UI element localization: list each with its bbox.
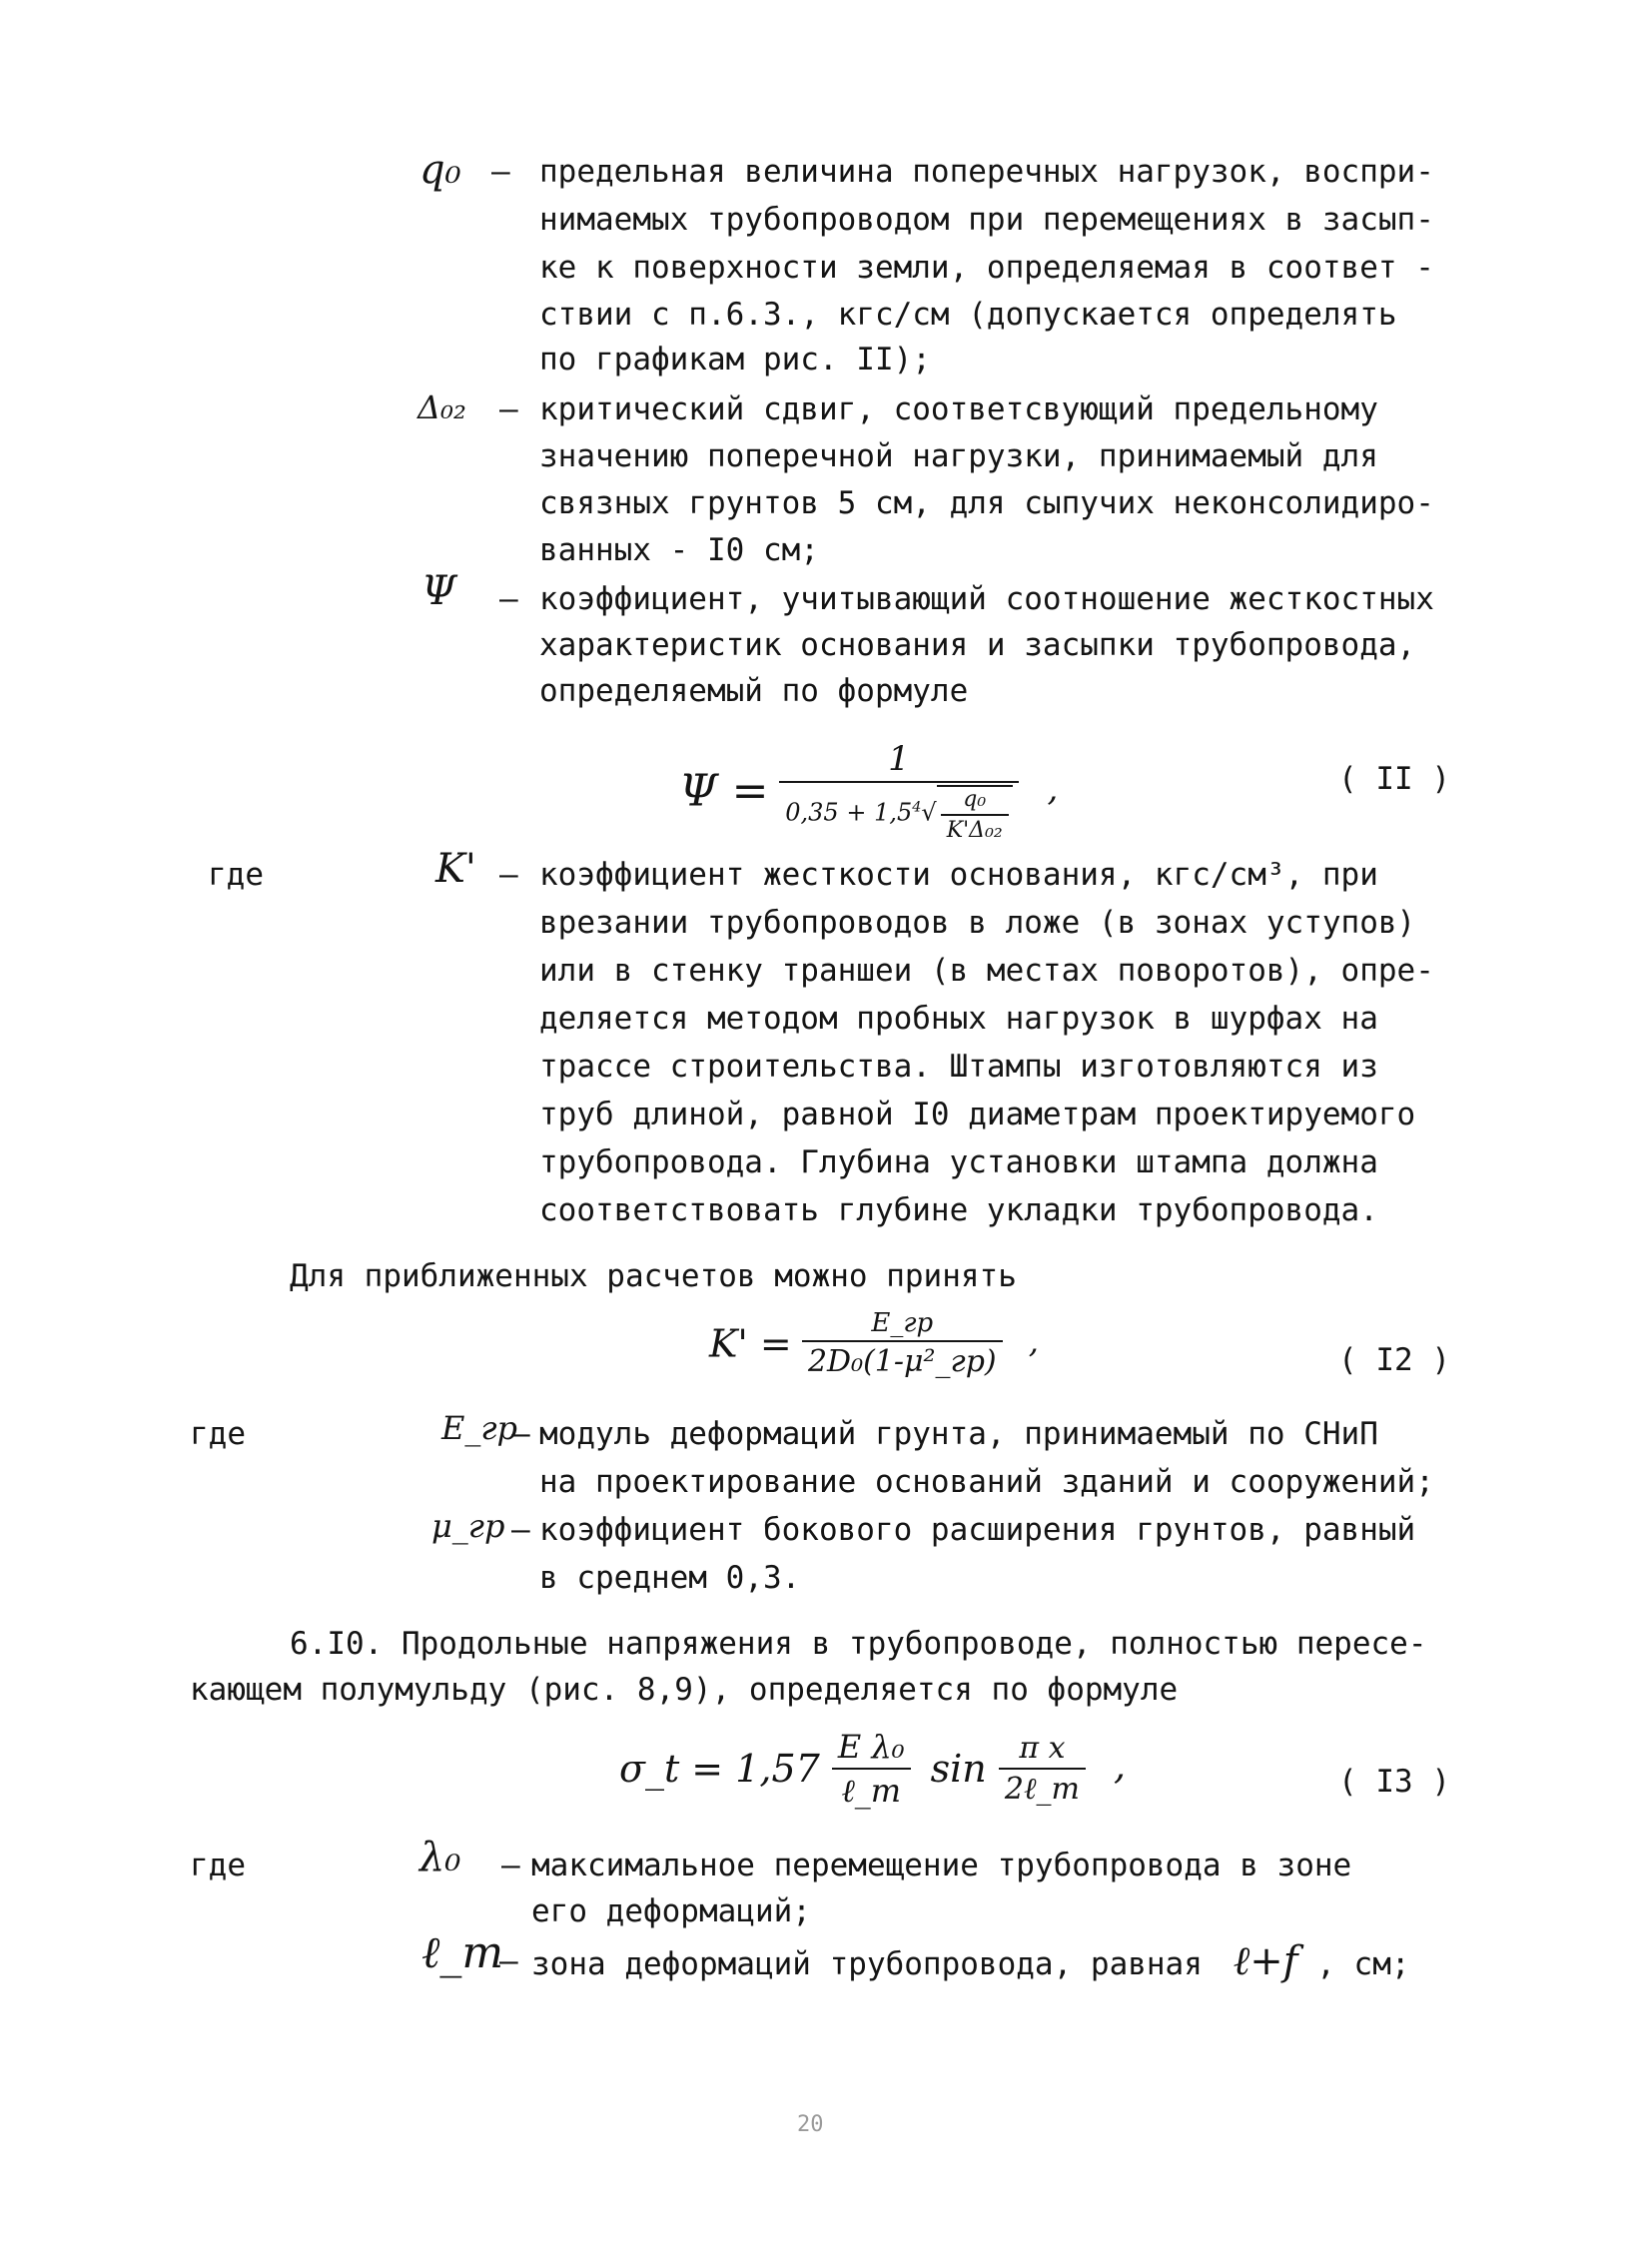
symbol-psi: Ψ [421,568,457,614]
page-number: 20 [797,2112,824,2137]
symbol-e: E_гр [441,1409,518,1447]
definition-line: по графикам рис. II); [539,342,931,377]
formula-11-den-a: 0,35 + 1,5 [785,798,913,827]
formula-11 [679,739,1058,843]
definition-line: его деформаций; [531,1893,811,1929]
formula-11-numerator: 1 [779,739,1018,783]
formula-11-root [937,785,1013,843]
tail-formula: ℓ+f [1233,1938,1298,1984]
definition-line: определяемый по формуле [539,673,969,709]
paragraph-line: кающем полумульду (рис. 8,9), определяется по формуле [190,1672,1179,1708]
definition-line: коэффициент бокового расширения грунтов, равный [539,1512,1416,1548]
formula-13-argument [999,1731,1086,1807]
formula-13-comma: , [1114,1743,1127,1788]
formula-11-fraction [779,739,1018,843]
formula-12-denominator: 2D₀(1-μ²_гр) [807,1344,997,1379]
definition-line: характеристик основания и засыпки трубопровода, [539,627,1416,663]
formula-13-fraction [832,1728,911,1810]
dash: – [499,391,518,427]
definition-line: или в стенку траншеи (в местах поворотов), опре- [539,953,1434,989]
definition-line: ванных - I0 см; [539,532,819,568]
definition-line: трубопровода. Глубина установки штампа должна [539,1144,1378,1180]
definition-line: врезании трубопроводов в ложе (в зонах уступов) [539,905,1416,941]
symbol-mu: μ_гр [431,1507,505,1545]
formula-11-denominator: $0,35 + 1,5^4√$ $\frac{\text{q₀}}{\text{K'Δ₀₂}}$ [779,783,1018,843]
dash: – [491,154,510,190]
symbol-k: K' [435,846,476,892]
definition-line: ствии с п.6.3., кгс/см (допускается определять [539,297,1397,333]
symbol-l: ℓ_т [421,1927,504,1978]
definition-line: на проектирование оснований зданий и сооружений; [539,1464,1434,1500]
symbol-q0: q₀ [419,147,461,193]
definition-line: значению поперечной нагрузки, принимаемый для [539,438,1378,474]
formula-13-arg-den: 2ℓ_т [1004,1772,1080,1807]
definition-line: нимаемых трубопроводом при перемещениях в засып- [539,202,1434,238]
formula-13-number: ( I3 ) [1338,1764,1450,1800]
definition-line: соответствовать глубине укладки трубопровода. [539,1192,1378,1228]
dash: – [499,581,518,617]
formula-11-root-den: K'Δ₀₂ [946,818,1003,843]
tail-unit: , см; [1316,1946,1410,1982]
formula-13-lhs: σ_t = 1,57 [619,1747,820,1791]
paragraph-line: 6.I0. Продольные напряжения в трубопроводе, полностью пересе- [290,1626,1427,1662]
formula-11-lhs: Ψ = [679,765,769,817]
formula-12-lhs: K' = [709,1321,792,1366]
dash: – [511,1416,530,1452]
dash: – [501,1848,520,1883]
symbol-delta: Δ₀₂ [417,388,466,426]
formula-11-number: ( II ) [1338,761,1450,797]
definition-line: коэффициент, учитывающий соотношение жесткостных [539,581,1434,617]
formula-12-comma: , [1028,1322,1039,1360]
definition-line-text: зона деформаций трубопровода, равная [531,1946,1203,1982]
definition-line [531,1938,1410,1984]
formula-13-frac-den: ℓ_т [841,1772,902,1810]
definition-line: коэффициент жесткости основания, кгс/см³, при [539,857,1378,893]
definition-line: критический сдвиг, соответсвующий предельному [539,391,1378,427]
formula-11-root-num: q₀ [941,787,1009,816]
definition-line: связных грунтов 5 см, для сыпучих неконсолидиро- [539,485,1434,521]
dash: – [499,857,518,893]
formula-12-number: ( I2 ) [1338,1342,1450,1378]
definition-line: модуль деформаций грунта, принимаемый по СНиП [539,1416,1378,1452]
where-label: где [208,857,264,893]
definition-line: труб длиной, равной I0 диаметрам проектируемого [539,1097,1416,1132]
symbol-lambda: λ₀ [419,1835,461,1880]
formula-11-root-index: 4 [912,799,922,816]
formula-12-numerator: E_гр [802,1308,1003,1342]
definition-line: в среднем 0,3. [539,1560,801,1596]
definition-line: деляется методом пробных нагрузок в шурфах на [539,1001,1378,1037]
formula-13-frac-num: E λ₀ [832,1728,911,1770]
formula-12-fraction [802,1308,1003,1379]
formula-13 [619,1728,1126,1810]
where-label: где [190,1848,246,1883]
formula-13-arg-num: π x [999,1731,1086,1770]
formula-11-comma: , [1047,769,1059,809]
where-label: где [190,1416,246,1452]
definition-line: максимальное перемещение трубопровода в зоне [531,1848,1352,1883]
definition-line: предельная величина поперечных нагрузок, воспри- [539,154,1434,190]
definition-line: трассе строительства. Штампы изготовляются из [539,1049,1378,1085]
definition-line: ке к поверхности земли, определяемая в соответ - [539,250,1434,286]
formula-13-sin: sin [930,1747,987,1791]
dash: – [511,1512,530,1548]
formula-12 [709,1308,1039,1379]
dash: – [499,1943,518,1979]
approx-text: Для приближенных расчетов можно принять [290,1258,1017,1294]
